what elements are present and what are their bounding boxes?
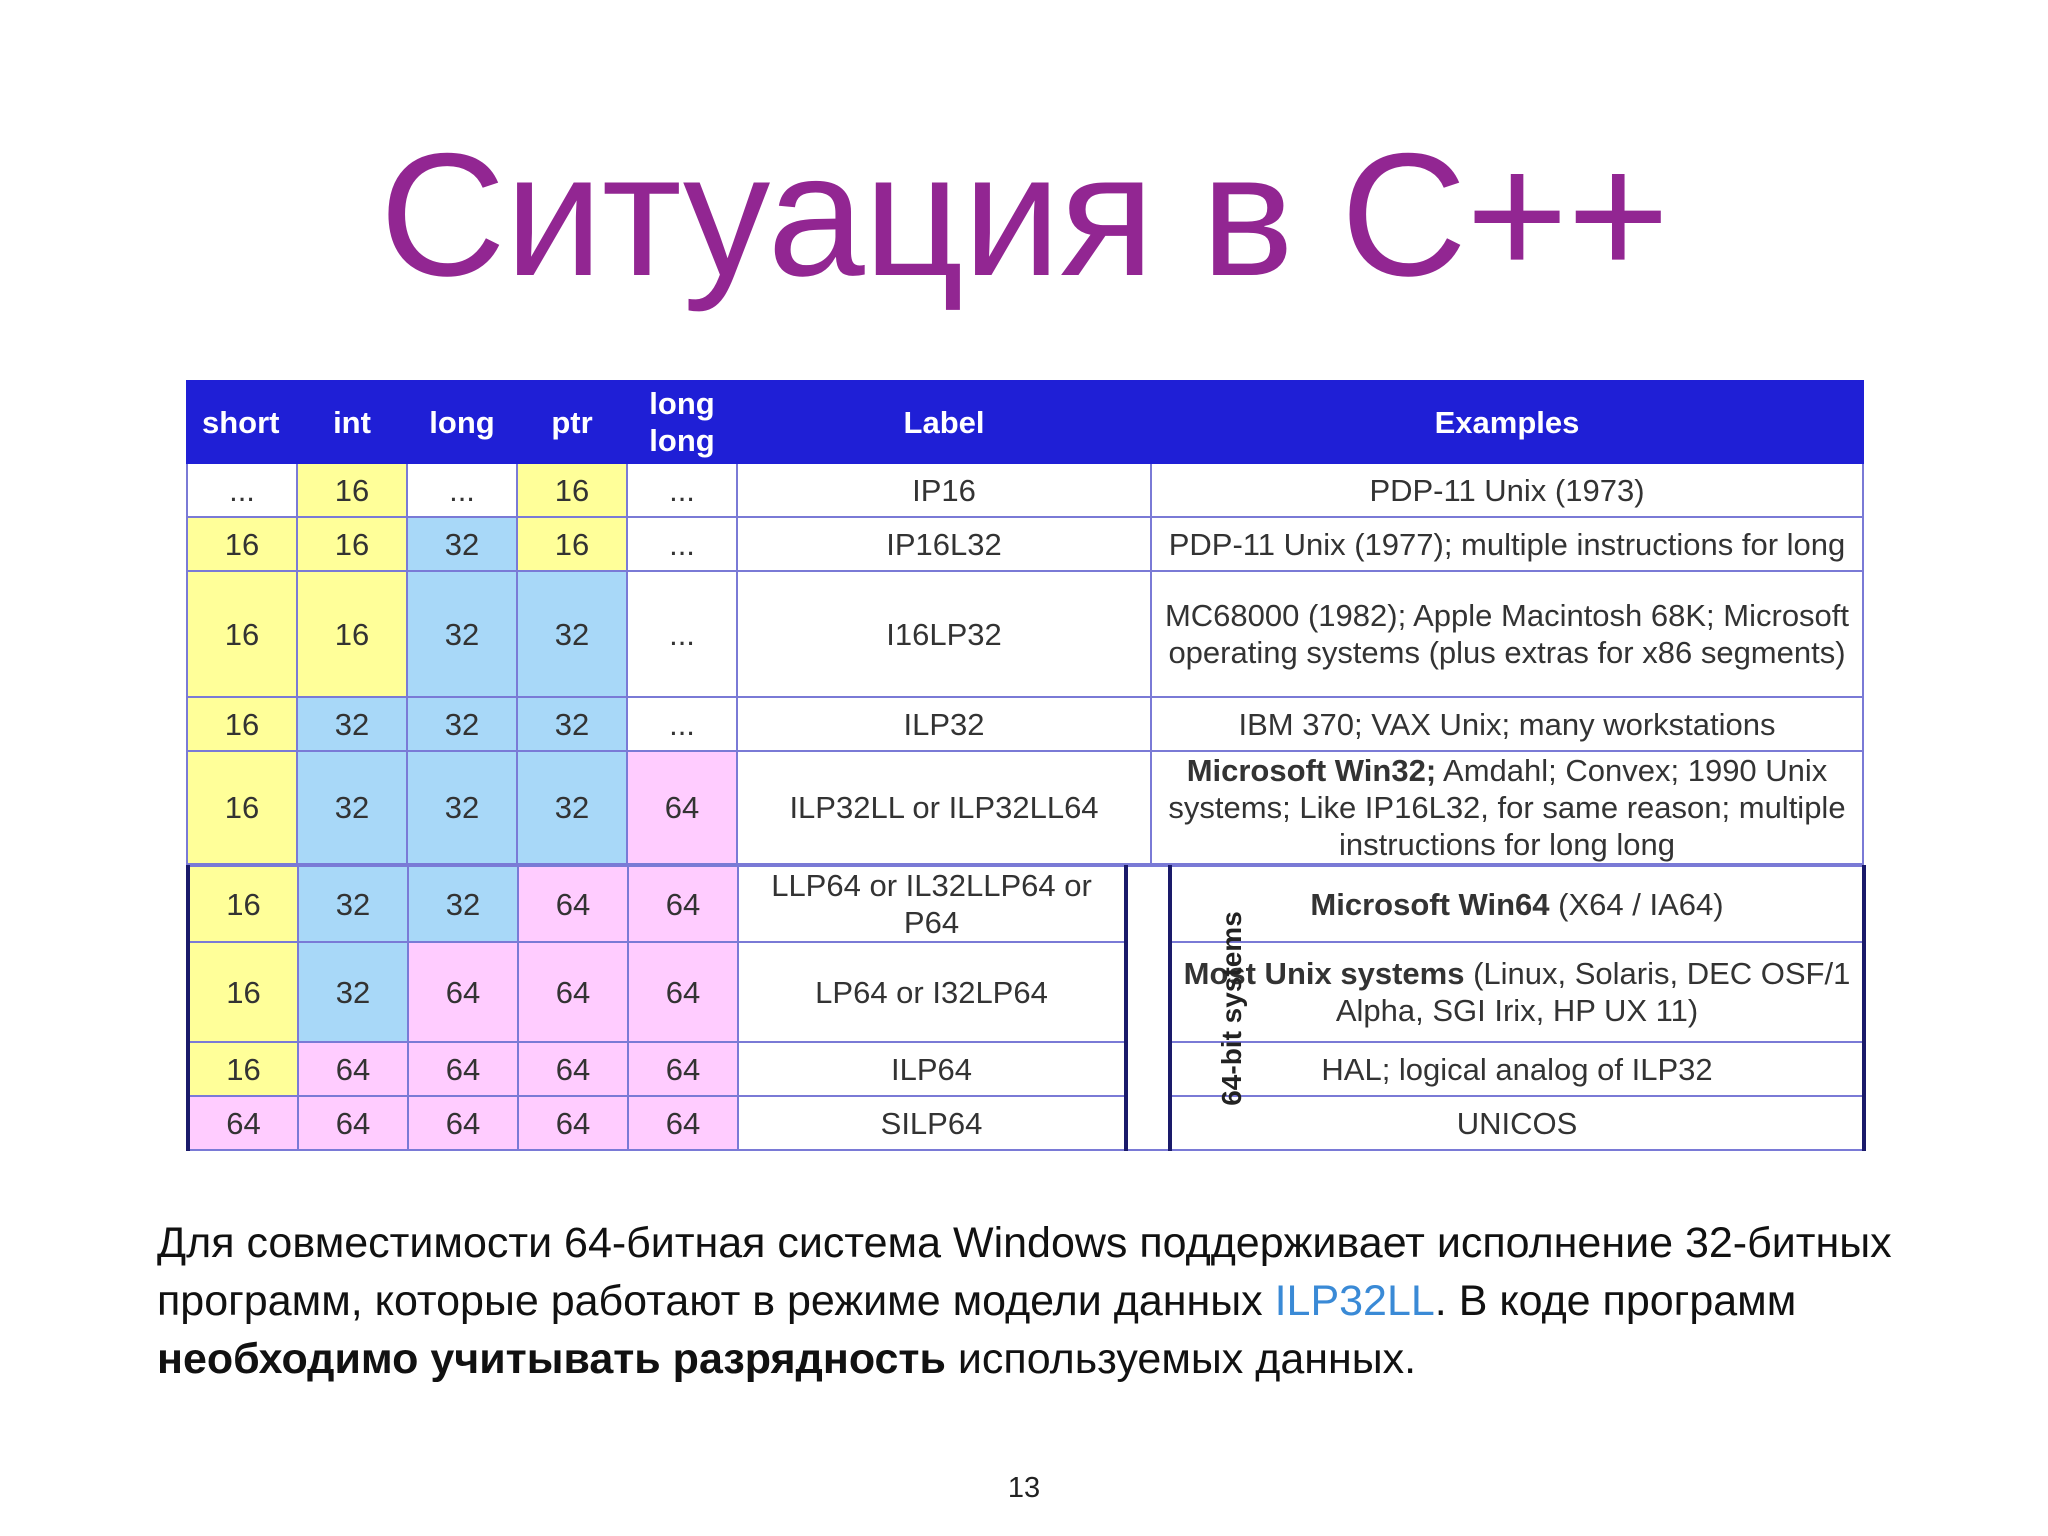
cell-ptr: 32 — [517, 697, 627, 751]
cell-examples: MC68000 (1982); Apple Macintosh 68K; Microsoft operating systems (plus extras for x86 segments) — [1151, 571, 1863, 697]
cell-ptr: 64 — [518, 1096, 628, 1150]
cell-long-long: 64 — [627, 751, 737, 864]
cell-ptr: 64 — [518, 1042, 628, 1096]
data-model-table-container — [186, 380, 1862, 1151]
cell-long-long: 64 — [628, 1042, 738, 1096]
cell-short: 16 — [187, 571, 297, 697]
cell-short: 16 — [188, 1042, 298, 1096]
examples-rest: Amdahl; Convex; 1990 Unix systems; Like IP16L32, for same reason; multiple instructions for long long — [1168, 753, 1846, 862]
cell-long: 32 — [407, 517, 517, 571]
cell-examples: IBM 370; VAX Unix; many workstations — [1151, 697, 1863, 751]
cell-examples: HAL; logical analog of ILP32 — [1170, 1042, 1864, 1096]
cell-examples — [1170, 866, 1864, 942]
cell-examples: PDP-11 Unix (1973) — [1151, 463, 1863, 517]
cell-long: 32 — [407, 751, 517, 864]
cell-int: 64 — [298, 1042, 408, 1096]
cell-int: 64 — [298, 1096, 408, 1150]
cell-short: 16 — [188, 942, 298, 1042]
table-row — [187, 751, 1863, 864]
header-ptr: ptr — [517, 381, 627, 463]
header-long-long-line2: long — [649, 423, 715, 458]
cell-long: ... — [407, 463, 517, 517]
cell-long-long: ... — [627, 571, 737, 697]
paragraph-part1: Для совместимости 64-битная система Windows поддерживает исполнение 32-битных программ, которые работают в режиме модели данных — [157, 1219, 1892, 1325]
examples-bold: Microsoft Win32; — [1186, 753, 1437, 788]
cell-label: ILP32LL or ILP32LL64 — [737, 751, 1151, 864]
cell-short: 16 — [187, 697, 297, 751]
cell-long-long: 64 — [628, 1096, 738, 1150]
page-number: 13 — [1007, 1472, 1041, 1504]
paragraph-part2: . В коде программ — [1434, 1277, 1797, 1325]
cell-int: 32 — [297, 697, 407, 751]
cell-label: I16LP32 — [737, 571, 1151, 697]
cell-long-long: ... — [627, 697, 737, 751]
table-row — [188, 1042, 1864, 1096]
cell-examples — [1151, 751, 1863, 864]
cell-ptr: 64 — [518, 866, 628, 942]
header-examples: Examples — [1151, 381, 1863, 463]
cell-long: 32 — [407, 571, 517, 697]
examples-bold: Most Unix systems — [1183, 956, 1465, 991]
cell-long: 32 — [408, 866, 518, 942]
cell-short: 16 — [187, 751, 297, 864]
header-long-long — [627, 381, 737, 463]
cell-examples — [1170, 942, 1864, 1042]
cell-short: 16 — [188, 866, 298, 942]
cell-short: 16 — [187, 517, 297, 571]
group-label-text: 64-bit systems — [1215, 911, 1247, 1106]
examples-rest: (X64 / IA64) — [1549, 886, 1724, 922]
paragraph-bold: необходимо учитывать разрядность — [157, 1335, 946, 1383]
cell-label: LLP64 or IL32LLP64 or P64 — [738, 866, 1126, 942]
paragraph-accent-ilp32ll: ILP32LL — [1274, 1277, 1435, 1325]
data-model-table — [186, 380, 1864, 865]
table-row — [188, 1096, 1864, 1150]
cell-int: 16 — [297, 463, 407, 517]
slide-title: Ситуация в C++ — [379, 118, 1669, 313]
cell-int: 16 — [297, 517, 407, 571]
table-64bit-group — [186, 865, 1866, 1151]
cell-short: 64 — [188, 1096, 298, 1150]
cell-int: 32 — [298, 866, 408, 942]
cell-label: SILP64 — [738, 1096, 1126, 1150]
header-long: long — [407, 381, 517, 463]
table-row — [188, 866, 1864, 942]
cell-label: LP64 or I32LP64 — [738, 942, 1126, 1042]
cell-long-long: ... — [627, 463, 737, 517]
table-row — [187, 697, 1863, 751]
cell-long-long: 64 — [628, 942, 738, 1042]
cell-long: 32 — [407, 697, 517, 751]
header-short: short — [187, 381, 297, 463]
cell-short: ... — [187, 463, 297, 517]
examples-rest: (Linux, Solaris, DEC OSF/1 Alpha, SGI Irix, HP UX 11) — [1335, 956, 1851, 1028]
cell-ptr: 32 — [517, 571, 627, 697]
cell-examples: UNICOS — [1170, 1096, 1864, 1150]
table-row — [188, 942, 1864, 1042]
cell-label: IP16L32 — [737, 517, 1151, 571]
cell-long: 64 — [408, 1042, 518, 1096]
cell-long: 64 — [408, 1096, 518, 1150]
cell-label: ILP64 — [738, 1042, 1126, 1096]
cell-ptr: 64 — [518, 942, 628, 1042]
table-row — [187, 571, 1863, 697]
paragraph-part3: используемых данных. — [945, 1335, 1417, 1383]
cell-long: 64 — [408, 942, 518, 1042]
cell-long-long: 64 — [628, 866, 738, 942]
cell-label: ILP32 — [737, 697, 1151, 751]
cell-label: IP16 — [737, 463, 1151, 517]
header-label: Label — [737, 381, 1151, 463]
cell-int: 32 — [298, 942, 408, 1042]
cell-int: 16 — [297, 571, 407, 697]
table-row — [187, 517, 1863, 571]
cell-ptr: 16 — [517, 463, 627, 517]
group-label-64bit — [1126, 866, 1247, 1150]
cell-examples: PDP-11 Unix (1977); multiple instructions for long — [1151, 517, 1863, 571]
header-long-long-line1: long — [649, 386, 715, 421]
cell-ptr: 32 — [517, 751, 627, 864]
header-int: int — [297, 381, 407, 463]
explanation-paragraph — [157, 1214, 1917, 1388]
cell-long-long: ... — [627, 517, 737, 571]
cell-ptr: 16 — [517, 517, 627, 571]
table-header-row — [187, 381, 1863, 463]
examples-bold: Microsoft Win64 — [1310, 886, 1550, 922]
cell-int: 32 — [297, 751, 407, 864]
table-row — [187, 463, 1863, 517]
